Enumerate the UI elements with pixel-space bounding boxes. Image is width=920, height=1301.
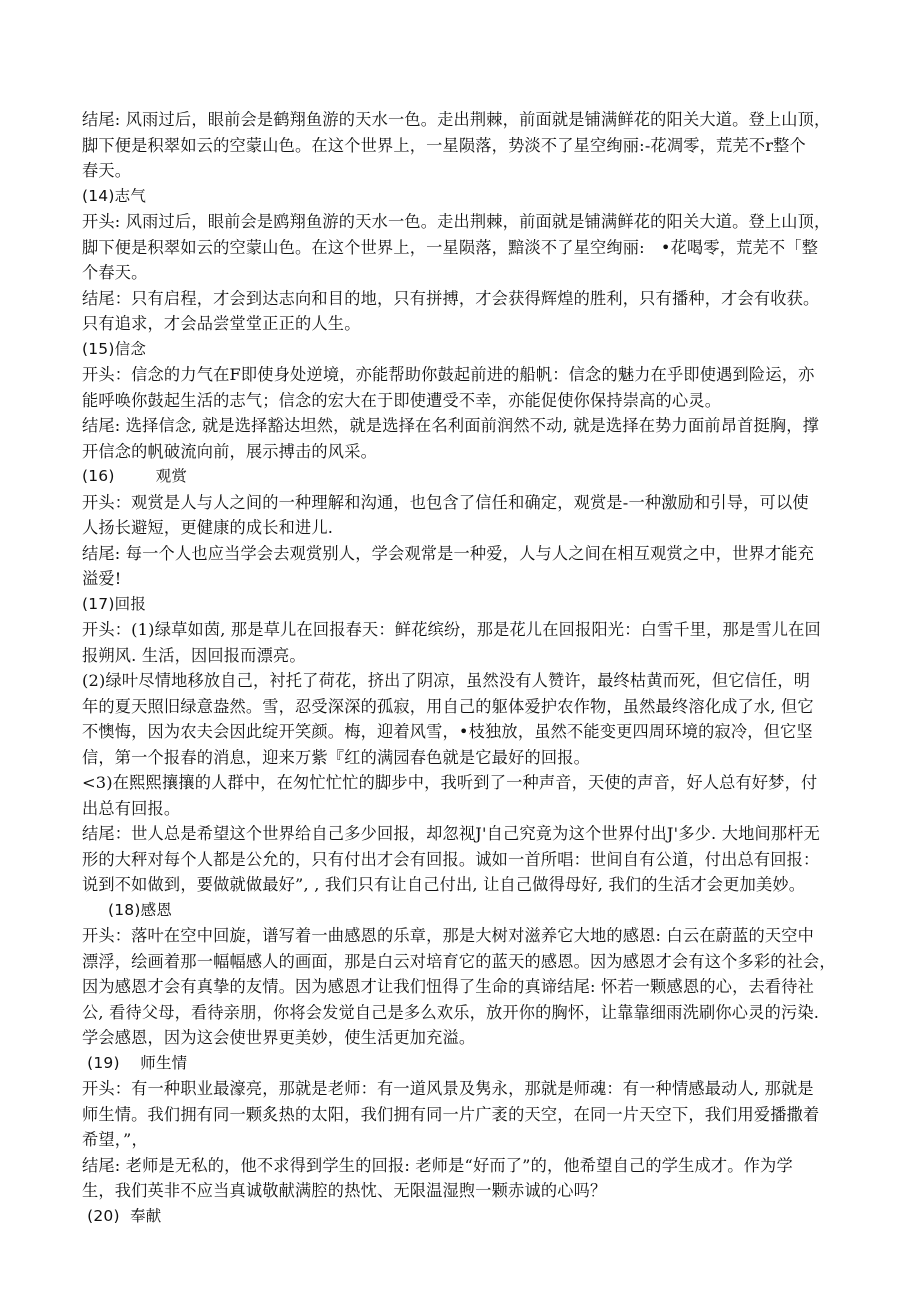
body-line: (2)绿叶尽情地移放自己，衬托了荷花，挤出了阴凉，虽然没有人赞许，最终枯黄而死，但它信任，明 xyxy=(82,671,811,690)
body-line: <3)在熙熙攘攘的人群中，在匆忙忙忙的脚步中，我听到了一种声音，天使的声音，好人总有好梦，付 xyxy=(82,773,818,792)
section-heading: (18)感恩 xyxy=(108,900,173,919)
body-line: 春天。 xyxy=(82,161,132,180)
body-line: 说到不如做到，要做就做最好”, , 我们只有让自己付出, 让自己做得母好, 我们的生活才会更加美妙。 xyxy=(82,875,806,894)
document-page xyxy=(82,107,842,1229)
body-line: 结尾: 每一个人也应当学会去观赏别人，学会观常是一种爱，人与人之间在相互观赏之中，世界才能充 xyxy=(82,543,815,563)
body-line: 信，第一个报春的消息，迎来万紫『红的满园春色就是它最好的回报。 xyxy=(82,747,591,767)
body-line: 人扬长避短，更健康的成长和进儿. xyxy=(82,518,334,537)
body-line: 只有追求，才会品尝堂堂正正的人生。 xyxy=(82,314,361,333)
body-line: 个春天。 xyxy=(82,263,148,282)
body-line: 开头：信念的力气在F即使身处逆境，亦能帮助你鼓起前进的船帆：信念的魅力在乎即使遇到险运，亦 xyxy=(82,365,815,384)
body-line: 开头: 风雨过后，眼前会是鸥翔鱼游的天水一色。走出荆棘，前面就是铺满鲜花的阳关大道。登上山顶， xyxy=(82,212,831,231)
body-line: 溢爱! xyxy=(82,569,122,588)
body-line: 能呼唤你鼓起生活的志气；信念的宏大在于即使遭受不幸，亦能促使你保持崇高的心灵。 xyxy=(82,390,722,410)
body-line: 开信念的帆破流向前，展示搏击的风采。 xyxy=(82,441,377,461)
body-line: 脚下便是积翠如云的空蒙山色。在这个世界上，一星陨落，势淡不了星空绚丽:-花凋零，荒芜不r整个 xyxy=(82,135,806,155)
body-line: 结尾: 风雨过后，眼前会是鹤翔鱼游的天水一色。走出荆棘，前面就是铺满鲜花的阳关大道。登上山顶， xyxy=(82,110,831,129)
body-line: 开头：落叶在空中回旋，谱写着一曲感恩的乐章，那是大树对滋养它大地的感恩: 白云在蔚蓝的天空中 xyxy=(82,926,815,945)
body-line: 形的大秤对每个人都是公允的，只有付出才会有回报。诚如一首所唱：世间自有公道，付出总有回报： xyxy=(82,849,820,869)
body-line: 结尾：世人总是希望这个世界给自己多少回报，却忽视J'自己究竟为这个世界付出J'多少. 大地间那杆无 xyxy=(82,824,821,843)
body-line: 漂浮，绘画着那一幅幅感人的画面，那是白云对培育它的蓝天的感恩。因为感恩才会有这个多彩的社会， xyxy=(82,951,836,971)
body-line: 生，我们英非不应当真诚敬献满腔的热忱、无限温湿煦一颗赤诚的心吗？ xyxy=(82,1181,607,1200)
section-heading: (16) 观赏 xyxy=(82,467,188,485)
body-line: 师生情。我们拥有同一颗炙热的太阳，我们拥有同一片广袤的天空，在同一片天空下，我们用爱播撒着 xyxy=(82,1104,820,1124)
body-line: 不懊悔，因为农夫会因此绽开笑颜。梅，迎着风雪，•枝独放，虽然不能变更四周环境的寂冷，但它坚 xyxy=(82,722,813,741)
body-line: 出总有回报。 xyxy=(82,798,181,818)
body-line: 开头：观赏是人与人之间的一种理解和沟通，也包含了信任和确定，观赏是-一种激励和引导，可以使 xyxy=(82,492,809,512)
body-line: 结尾：只有启程，才会到达志向和目的地，只有拼搏，才会获得辉煌的胜利，只有播种，才会有收获。 xyxy=(82,288,820,308)
body-line: 学会感恩，因为这会使世界更美妙，使生活更加充溢。 xyxy=(82,1028,476,1047)
body-line: 开头：有一种职业最濠亮，那就是老师：有一道风景及隽永，那就是师魂：有一种情感最动人, 那就是 xyxy=(82,1079,814,1098)
body-line: 公, 看待父母，看待亲朋，你将会发觉自己是多么欢乐，放开你的胸怀，让靠靠细雨洗刷你心灵的污染. xyxy=(82,1002,820,1022)
body-line: 结尾: 老师是无私的，他不求得到学生的回报: 老师是“好而了”的，他希望自己的学生成才。作为学 xyxy=(82,1155,793,1175)
body-line: 年的夏天照旧绿意盎然。雪，忍受深深的孤寂，用自己的躯体爱护农作物，虽然最终溶化成了水, 但它 xyxy=(82,696,814,716)
body-line: 报朔风. 生活，因回报而漂亮。 xyxy=(82,645,306,665)
body-line: 开头：(1)绿草如茵, 那是草儿在回报春天：鲜花缤纷，那是花儿在回报阳光：白雪千里，那是雪儿在回 xyxy=(82,620,821,639)
body-line: 因为感恩才会有真挚的友情。因为感恩才让我们忸得了生命的真谛结尾: 怀若一颗感恩的心，去看待社 xyxy=(82,977,815,996)
body-line: 希望，”， xyxy=(82,1130,148,1149)
section-heading: (17)回报 xyxy=(82,594,147,613)
section-heading: (20) 奉献 xyxy=(82,1206,162,1225)
body-line: 结尾: 选择信念, 就是选择豁达坦然，就是选择在名利面前润然不动, 就是选择在势力面前昂首挺胸，撑 xyxy=(82,416,820,435)
section-heading: (19) 师生情 xyxy=(82,1053,188,1072)
section-heading: (15)信念 xyxy=(82,339,147,358)
body-line: 脚下便是积翠如云的空蒙山色。在这个世界上，一星陨落，黯淡不了星空绚丽: •花喝零，荒芜不「整 xyxy=(82,237,819,257)
section-heading: (14)志气 xyxy=(82,186,147,205)
